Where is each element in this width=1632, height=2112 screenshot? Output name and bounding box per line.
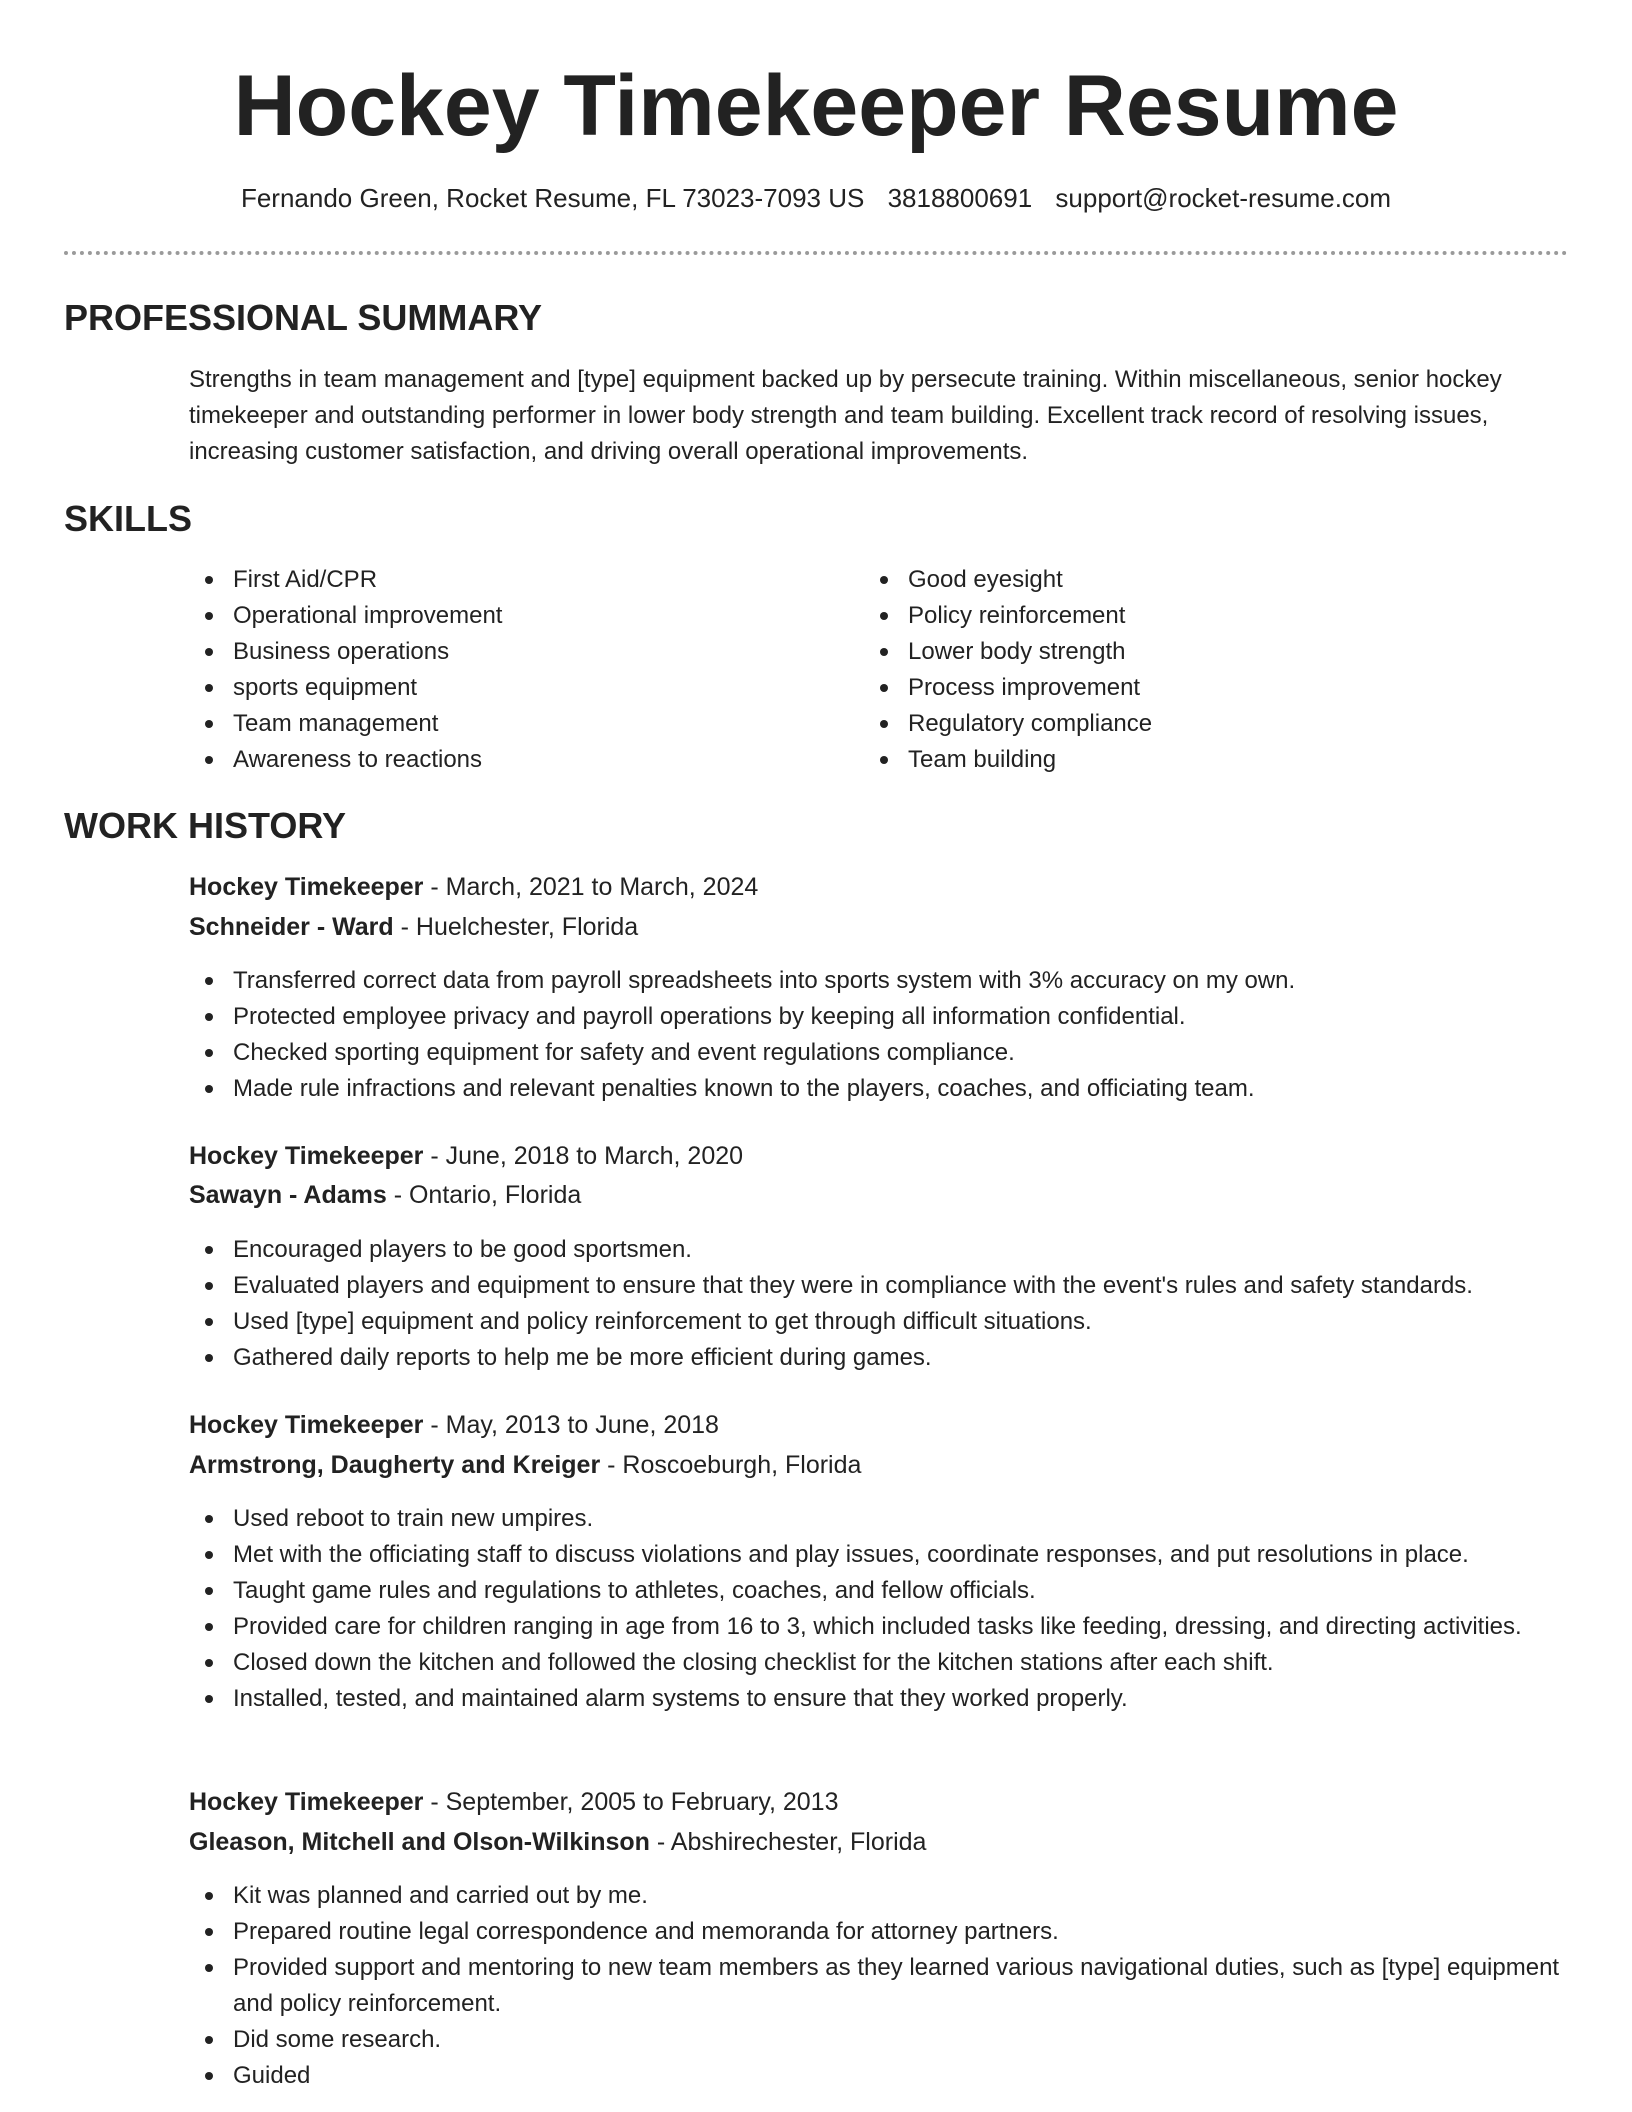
contact-line (0, 180, 1632, 216)
skill-item: Process improvement (864, 670, 1544, 706)
job-dates: - March, 2021 to March, 2024 (423, 873, 759, 901)
skills-list-left (189, 562, 829, 778)
job-bullet: Provided support and mentoring to new team members as they learned various navigational duties, such as [type] equipment and policy reinforcement. (189, 1950, 1569, 2022)
header-divider (64, 251, 1568, 255)
job-bullet: Transferred correct data from payroll spreadsheets into sports system with 3% accuracy on my own. (189, 963, 1569, 999)
contact-phone: 3818800691 (887, 183, 1033, 213)
job-bullet: Met with the officiating staff to discuss violations and play issues, coordinate responses, and put resolutions in place. (189, 1537, 1589, 1573)
job-title: Hockey Timekeeper (189, 1142, 424, 1170)
job-bullets (189, 1878, 1569, 2094)
job-bullets (189, 1501, 1589, 1717)
skill-item: Good eyesight (864, 562, 1544, 598)
job-location: - Ontario, Florida (386, 1181, 582, 1209)
job-bullet: Prepared routine legal correspondence and memoranda for attorney partners. (189, 1914, 1569, 1950)
job-bullet: Taught game rules and regulations to athletes, coaches, and fellow officials. (189, 1573, 1589, 1609)
job-bullets (189, 1232, 1589, 1376)
job-company-line (189, 1176, 581, 1214)
job-location: - Roscoeburgh, Florida (600, 1451, 862, 1479)
summary-text (189, 362, 1559, 470)
job-company: Schneider - Ward (189, 913, 394, 941)
job-location: - Abshirechester, Florida (649, 1828, 927, 1856)
job-bullets (189, 963, 1569, 1107)
job-title-line (189, 868, 758, 906)
job-dates: - May, 2013 to June, 2018 (423, 1411, 719, 1439)
job-company: Gleason, Mitchell and Olson-Wilkinson (189, 1828, 650, 1856)
skill-item: Lower body strength (864, 634, 1544, 670)
skill-item: Awareness to reactions (189, 742, 829, 778)
job-bullet: Gathered daily reports to help me be more efficient during games. (189, 1340, 1589, 1376)
job-company-line (189, 1823, 926, 1861)
contact-address: Fernando Green, Rocket Resume, FL 73023-7093 US (240, 183, 865, 213)
skills-list-right (864, 562, 1544, 778)
skill-item: sports equipment (189, 670, 829, 706)
page-title: Hockey Timekeeper Resume (233, 58, 1399, 154)
skill-item: Policy reinforcement (864, 598, 1544, 634)
job-dates: - June, 2018 to March, 2020 (423, 1142, 744, 1170)
skills-heading: SKILLS (64, 498, 193, 539)
skill-item: Team building (864, 742, 1544, 778)
skill-item: First Aid/CPR (189, 562, 829, 598)
job-title: Hockey Timekeeper (189, 1788, 424, 1816)
job-title-line (189, 1783, 838, 1821)
job-bullet: Protected employee privacy and payroll operations by keeping all information confidential. (189, 999, 1569, 1035)
job-company: Sawayn - Adams (189, 1181, 387, 1209)
summary-line: timekeeper and outstanding performer in lower body strength and team building. Excellent track record of resolving issues, (189, 402, 1489, 429)
job-company: Armstrong, Daugherty and Kreiger (189, 1451, 601, 1479)
skill-item: Business operations (189, 634, 829, 670)
job-bullet: Closed down the kitchen and followed the closing checklist for the kitchen stations after each shift. (189, 1645, 1589, 1681)
job-bullet: Did some research. (189, 2022, 1569, 2058)
summary-line: Strengths in team management and [type] equipment backed up by persecute training. Within miscellaneous, senior hockey (189, 366, 1502, 393)
job-bullet: Used reboot to train new umpires. (189, 1501, 1589, 1537)
job-title-line (189, 1406, 719, 1444)
job-title: Hockey Timekeeper (189, 1411, 424, 1439)
job-title: Hockey Timekeeper (189, 873, 424, 901)
job-bullet: Made rule infractions and relevant penalties known to the players, coaches, and officiating team. (189, 1071, 1569, 1107)
job-bullet: Installed, tested, and maintained alarm systems to ensure that they worked properly. (189, 1681, 1589, 1717)
job-bullet: Encouraged players to be good sportsmen. (189, 1232, 1589, 1268)
skill-item: Team management (189, 706, 829, 742)
job-company-line (189, 1446, 861, 1484)
job-company-line (189, 908, 638, 946)
summary-heading: PROFESSIONAL SUMMARY (64, 297, 543, 338)
job-bullet: Kit was planned and carried out by me. (189, 1878, 1569, 1914)
job-bullet: Checked sporting equipment for safety and event regulations compliance. (189, 1035, 1569, 1071)
job-dates: - September, 2005 to February, 2013 (423, 1788, 839, 1816)
job-location: - Huelchester, Florida (393, 913, 639, 941)
contact-email: support@rocket-resume.com (1055, 183, 1392, 213)
skill-item: Operational improvement (189, 598, 829, 634)
job-bullet: Evaluated players and equipment to ensure that they were in compliance with the event's rules and safety standards. (189, 1268, 1589, 1304)
job-bullet: Used [type] equipment and policy reinforcement to get through difficult situations. (189, 1304, 1589, 1340)
job-bullet: Guided (189, 2058, 1569, 2094)
summary-line: increasing customer satisfaction, and driving overall operational improvements. (189, 438, 1029, 465)
work-history-heading: WORK HISTORY (64, 805, 347, 846)
skill-item: Regulatory compliance (864, 706, 1544, 742)
job-title-line (189, 1137, 743, 1175)
job-bullet: Provided care for children ranging in age from 16 to 3, which included tasks like feeding, dressing, and directing activities. (189, 1609, 1589, 1645)
